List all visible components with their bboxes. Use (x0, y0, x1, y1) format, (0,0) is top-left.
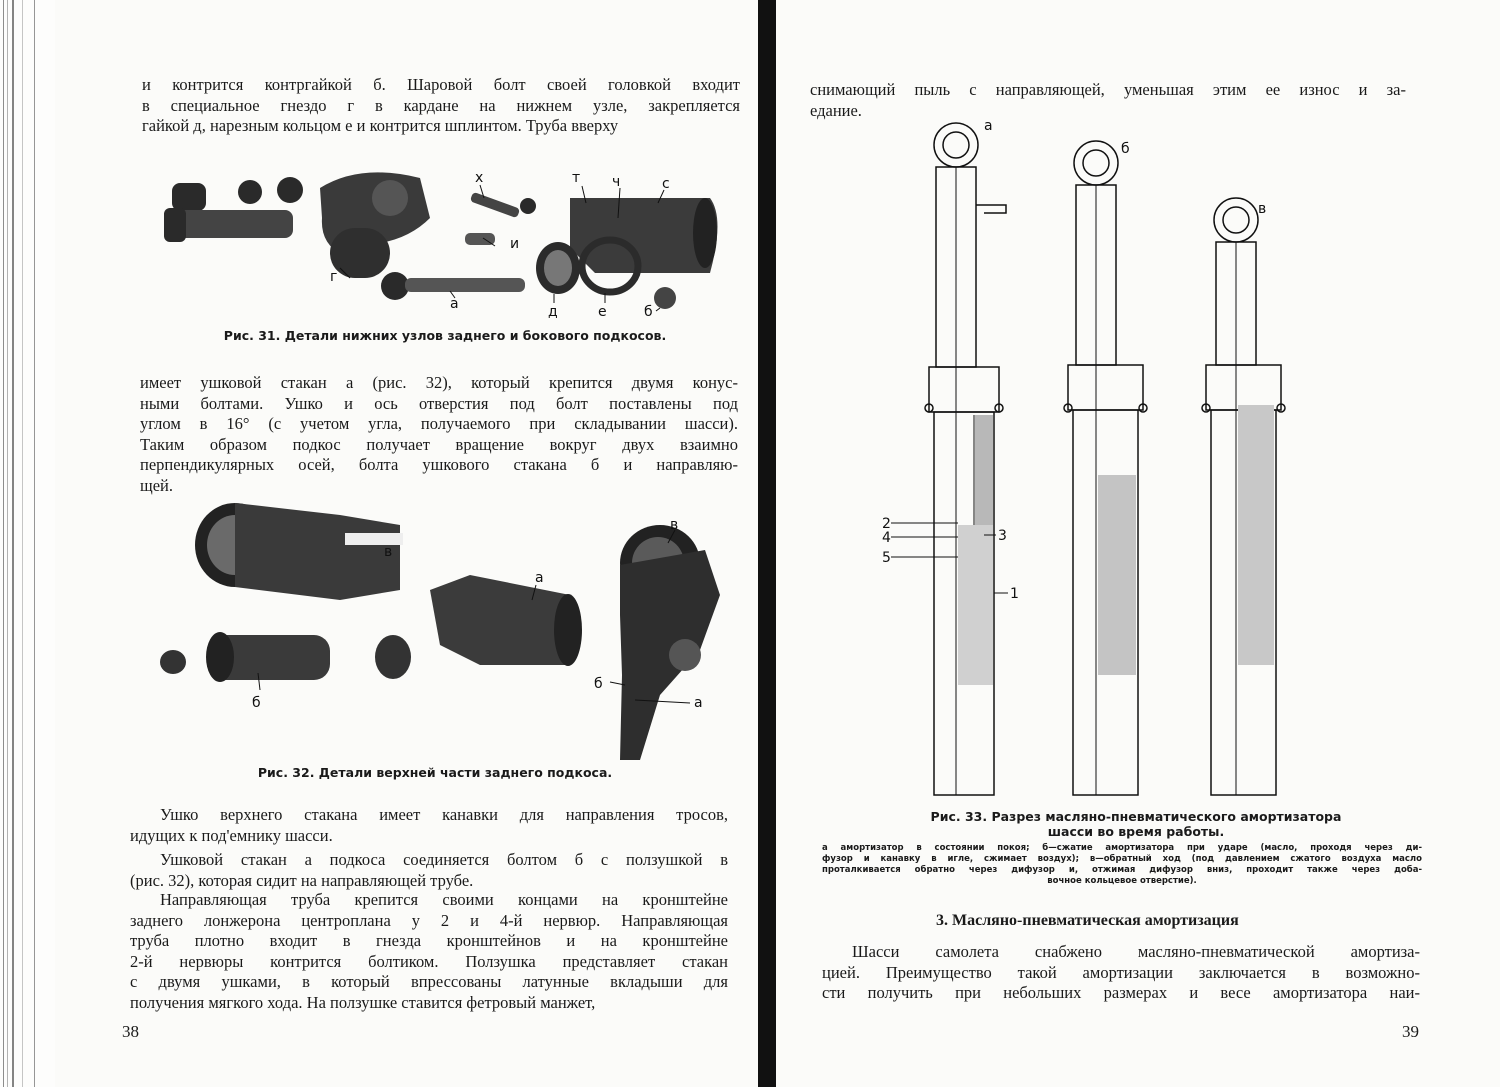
text-line: (рис. 32), которая сидит на направляющей трубе. (130, 870, 474, 890)
text-line: имеет ушковой стакан а (рис. 32), который крепится двумя конус- (140, 373, 738, 392)
text-line: с двумя ушками, в который впрессованы латунные вкладыши для (130, 972, 728, 991)
text-line: щей. (140, 475, 173, 495)
bolt (168, 210, 293, 238)
text-line: Ушко верхнего стакана имеет канавки для направления тросов, (160, 805, 728, 824)
text-line: в специальное гнездо г в кардане на нижнем узле, закрепляется (142, 95, 740, 115)
text-line: цией. Преимущество такой амортизации заключается в возможно- (822, 962, 1420, 982)
fig31-label: д (548, 304, 558, 320)
fig32-label: в (670, 517, 679, 533)
plug (160, 650, 186, 674)
eye-cup-a (430, 575, 570, 665)
figure-32-caption: Рис. 32. Детали верхней части заднего подкоса. (257, 765, 613, 780)
fig33-label: б (1121, 141, 1130, 157)
fig31-label: а (450, 296, 459, 312)
legend-line: а амортизатор в состоянии покоя; б—сжатие амортизатора при ударе (масло, проходя через ди- (822, 843, 1422, 853)
text-line: труба плотно входит в гнезда кронштейнов и на кронштейне (130, 931, 728, 950)
fig31-label: с (662, 176, 670, 192)
text-line: едание. (810, 100, 862, 120)
nut (238, 180, 262, 204)
text-line: Шасси самолета снабжено масляно-пневматической амортиза- (852, 942, 1420, 961)
text-line: Направляющая труба крепится своими концами на кронштейне (160, 890, 728, 909)
text-line: 2-й нервюры контрится болтиком. Ползушка представляет стакан (130, 951, 728, 971)
text-line: ными болтами. Ушко и ось отверстия под болт поставлены под (140, 393, 738, 413)
text-line: сти получить при небольших размерах и весе амортизатора наи- (822, 983, 1420, 1002)
book-gutter (758, 0, 776, 1087)
fig32-label: а (535, 570, 544, 586)
legend-line: вочное кольцевое отверстие). (1047, 876, 1197, 886)
fig31-label: г (330, 269, 338, 285)
eye-cup (235, 503, 400, 600)
fig31-label: т (572, 170, 581, 186)
bolt-head (164, 208, 186, 242)
text-line: заднего лонжерона центроплана у 2 и 4-й нервюр. Направляющая (130, 910, 728, 930)
paragraph-bottom-left-2 (130, 850, 728, 891)
fig32-label: а (694, 695, 703, 711)
text-line: Таким образом подкос получает вращение вокруг двух взаимно (140, 434, 738, 454)
legend-line: проталкивается обратно через дифузор и, отжимая дифузор вниз, проходит также через доба- (822, 865, 1422, 875)
text-line: и контрится контргайкой б. Шаровой болт своей головкой входит (142, 75, 740, 94)
fig33-label: в (1258, 201, 1267, 217)
page-number: 39 (1402, 1022, 1419, 1041)
text-line: перпендикулярных осей, болта ушкового стакана б и направляю- (140, 455, 738, 474)
shock-absorber-b (1064, 141, 1147, 795)
section-heading: 3. Масляно-пневматическая амортизация (936, 912, 1239, 929)
small-nut (654, 287, 676, 309)
text-line: снимающий пыль с направляющей, уменьшая этим ее износ и за- (810, 80, 1406, 99)
page-edge-scan-artifact (0, 0, 55, 1087)
text-line: углом в 16° (с учетом угла, получаемого при складывании шасси). (140, 414, 738, 433)
fig32-label: б (252, 695, 261, 711)
fig31-label: б (644, 304, 653, 320)
legend-line: фузор и канавку в игле, сжимает воздух); в—обратный ход (под давлением сжатого воздуха масло (822, 854, 1422, 864)
page-number: 38 (122, 1022, 139, 1041)
fig31-label: и (510, 236, 520, 252)
fig31-label: ч (612, 174, 621, 190)
fig33-label: 4 (882, 530, 891, 546)
text-line: гайкой д, нарезным кольцом е и контрится шплинтом. Труба вверху (142, 116, 619, 135)
fig32-label: б (594, 676, 603, 692)
bushing (172, 183, 206, 211)
caption-line: Рис. 33. Разрез масляно-пневматического амортизатора (930, 809, 1342, 824)
paragraph-middle-left (140, 373, 738, 496)
shock-absorber-a (925, 123, 1006, 795)
fig33-label: 5 (882, 550, 891, 566)
right-page (776, 0, 1500, 1087)
figure-31-photo (150, 158, 740, 323)
ball-bolt (405, 278, 525, 292)
paragraph-bottom-left-1 (130, 805, 728, 846)
figure-33-drawing (882, 115, 1376, 810)
text-line: получения мягкого хода. На ползушке ставится фетровый манжет, (130, 992, 596, 1012)
figure-33-legend (822, 843, 1422, 887)
figure-33-caption (876, 809, 1396, 839)
fig33-label: а (984, 118, 993, 134)
nut (277, 177, 303, 203)
caption-line: шасси во время работы. (1047, 824, 1225, 839)
text-line: идущих к под'емнику шасси. (130, 825, 333, 845)
fig31-label: х (475, 170, 484, 186)
ball-head (381, 272, 409, 300)
fig33-label: 1 (1010, 586, 1019, 602)
paragraph-top-left (142, 75, 740, 137)
fig33-label: 3 (998, 528, 1007, 544)
text-line: Ушковой стакан а подкоса соединяется болтом б с ползушкой в (160, 850, 728, 869)
pin (470, 192, 520, 218)
castle-nut (375, 635, 411, 679)
paragraph-bottom-left-3 (130, 890, 728, 1013)
fig31-label: е (598, 304, 607, 320)
fig33-label: 2 (882, 516, 891, 532)
paragraph-bottom-right (822, 942, 1420, 1004)
figure-32-photo (140, 495, 730, 763)
figure-31-caption: Рис. 31. Детали нижних узлов заднего и бокового подкосов. (223, 328, 667, 343)
fig32-label: в (384, 544, 393, 560)
